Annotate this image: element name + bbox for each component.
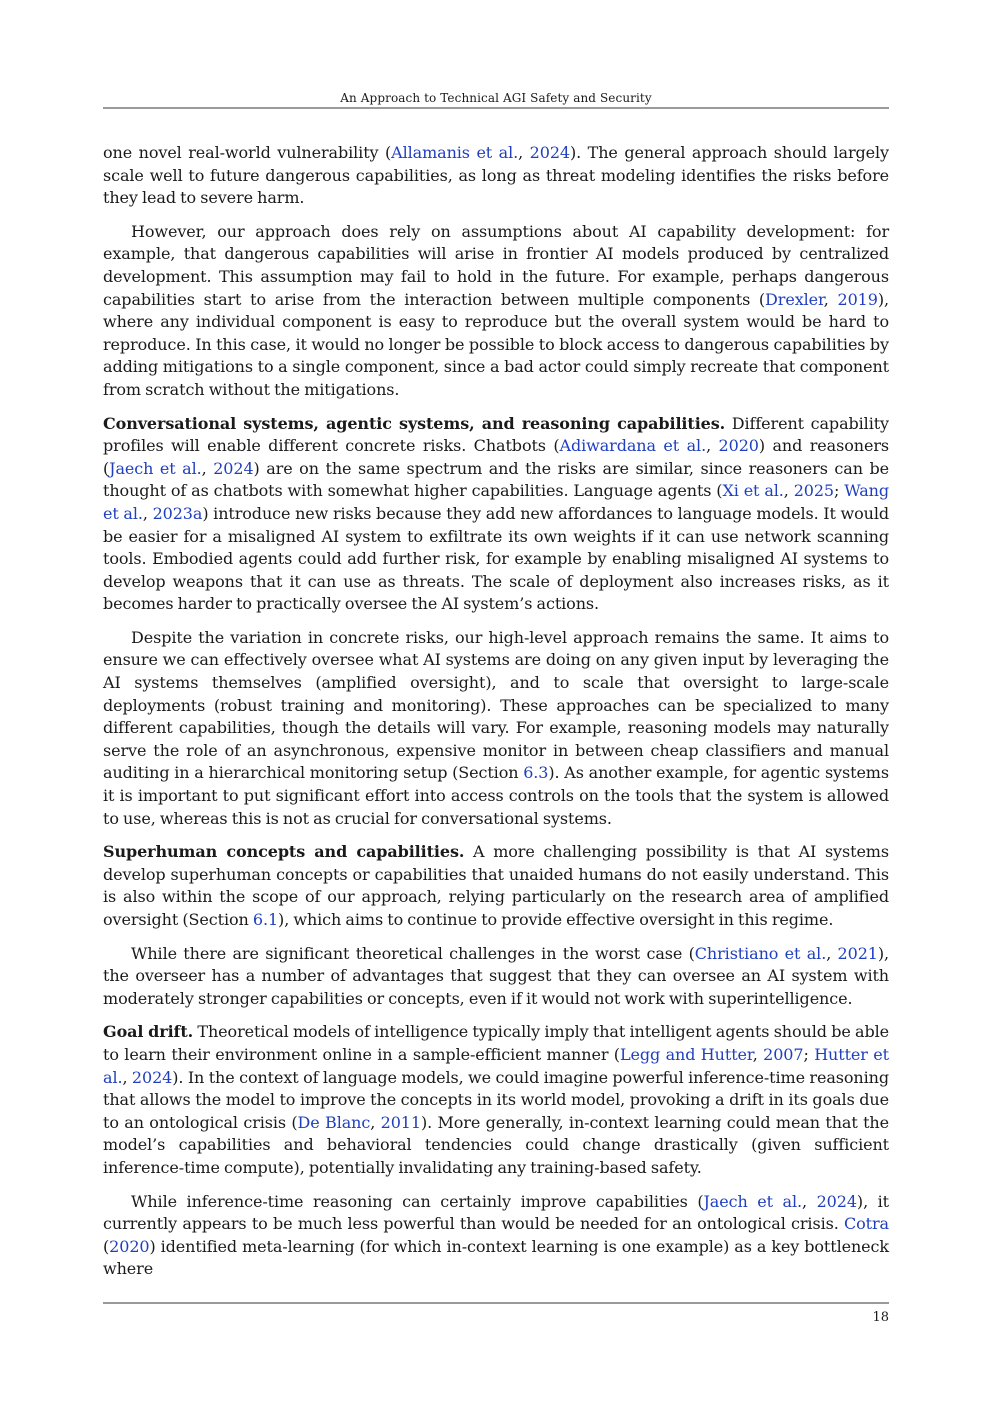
paragraph [103, 841, 889, 931]
paragraph-text: , [370, 1112, 381, 1132]
citation-link[interactable]: Legg and Hutter [619, 1044, 753, 1064]
paragraph-text: Despite the variation in concrete risks, our high-level approach remains the same. It aims to ensure we can effectively oversee what AI systems are doing on any given input by leveraging the AI systems themselves (amplified oversight), and to scale that oversight to large-scale deployments (robust training and monitoring). These approaches can be specialized to many different capabilities, though the details will vary. For example, reasoning models may naturally serve the role of an asynchronous, expensive monitor in between cheap classifiers and manual auditing in a hierarchical monitoring setup (Section [103, 627, 889, 783]
paragraph-text: , [802, 1191, 817, 1211]
citation-link[interactable]: 2021 [837, 943, 878, 963]
citation-link[interactable]: 2024 [529, 143, 570, 162]
paragraph-text: Different capability profiles will enable different concrete risks. Chatbots ( [103, 413, 889, 456]
citation-link[interactable]: Wang et al. [103, 481, 889, 523]
header-rule [103, 107, 889, 109]
citation-link[interactable]: Xi et al. [722, 481, 784, 501]
paragraph-text: ). More generally, in-context learning could mean that the model’s capabilities and behavioral tendencies could change drastically (given sufficient inference-time compute), potentially invalidating any training-based safety. [103, 1112, 889, 1177]
citation-link[interactable]: 2024 [213, 458, 254, 478]
citation-link[interactable]: 2007 [763, 1044, 804, 1064]
paragraph-text: A more challenging possibility is that AI systems develop superhuman concepts or capabilities that unaided humans do not easily understand. This is also within the scope of our approach, relying particularly on the research area of amplified oversight (Section [103, 842, 889, 929]
citation-link[interactable]: Adiwardana et al. [559, 436, 707, 456]
footer-rule [103, 1302, 889, 1304]
running-header: An Approach to Technical AGI Safety and Security [340, 91, 652, 105]
citation-link[interactable]: Hutter et al. [103, 1044, 889, 1087]
citation-link[interactable]: Allamanis et al. [391, 143, 519, 162]
paragraph-text: ), where any individual component is easy to reproduce but the overall system would be hard to reproduce. In this case, it would no longer be possible to block access to dangerous capabilities by adding mitigations to a single component, since a bad actor could simply recreate that component from scratch without the mitigations. [103, 289, 889, 399]
paragraph-text: , [826, 943, 838, 963]
citation-link[interactable]: Jaech et al. [703, 1191, 802, 1211]
paragraph [103, 142, 889, 210]
citation-link[interactable]: Cotra [844, 1214, 889, 1234]
citation-link[interactable]: 2024 [131, 1067, 173, 1087]
paragraph-text: , [752, 1044, 764, 1064]
paragraph-text: Theoretical models of intelligence typically imply that intelligent agents should be able to learn their environment online in a sample-efficient manner ( [103, 1022, 889, 1064]
run-in-heading: Superhuman concepts and capabilities. [103, 842, 465, 862]
citation-link[interactable]: De Blanc [297, 1112, 371, 1132]
paragraph-text: ), it currently appears to be much less powerful than would be needed for an ontological crisis. [103, 1191, 889, 1234]
paragraph-text: ), which aims to continue to provide effective oversight in this regime. [278, 910, 834, 929]
paragraph-text: , [706, 436, 719, 456]
citation-link[interactable]: Christiano et al. [694, 943, 827, 963]
paragraph-text: , [783, 481, 794, 501]
paragraph-text: ( [103, 1236, 110, 1256]
citation-link[interactable]: 2020 [109, 1236, 150, 1256]
paragraph [103, 1191, 889, 1281]
citation-link[interactable]: Jaech et al. [109, 458, 202, 478]
paragraph-text: ). The general approach should largely scale well to future dangerous capabilities, as long as threat modeling identifies the risks before they lead to severe harm. [103, 143, 889, 208]
paragraph-text: , [823, 289, 838, 309]
run-in-heading: Goal drift. [103, 1022, 194, 1042]
paragraph-text: ) identified meta-learning (for which in-context learning is one example) as a key bottleneck where [103, 1236, 889, 1279]
citation-link[interactable]: 2025 [793, 481, 835, 501]
citation-link[interactable]: 6.3 [523, 763, 549, 783]
paragraph-text: While inference-time reasoning can certainly improve capabilities ( [131, 1191, 704, 1211]
paragraph [103, 413, 889, 616]
paragraph-text: ) and reasoners ( [103, 436, 889, 478]
page-number: 18 [872, 1310, 889, 1325]
citation-link[interactable]: 2019 [837, 289, 878, 309]
paragraph [103, 1021, 889, 1179]
paragraph-text: ). As another example, for agentic systems it is important to put significant effort into access controls on the tools that the system is allowed to use, whereas this is not as crucial for conversational systems. [103, 763, 889, 828]
citation-link[interactable]: 2023a [152, 503, 203, 523]
paragraph-text: ), the overseer has a number of advantages that suggest that they can oversee an AI system with moderately stronger capabilities or concepts, even if it would not work with superintelligence. [103, 943, 889, 1008]
paragraph-text: , [201, 458, 214, 478]
citation-link[interactable]: 6.1 [252, 910, 279, 929]
paragraph-text: ) introduce new risks because they add new affordances to language models. It would be easier for a misaligned AI system to exfiltrate its own weights if it can use network scanning tools. Embodied agents could add further risk, for example by enabling misaligned AI systems to develop weapons that it can use as threats. The scale of deployment also increases risks, as it becomes harder to practically oversee the AI system’s actions. [103, 503, 890, 614]
paragraph-text: ) are on the same spectrum and the risks are similar, since reasoners can be thought of as chatbots with somewhat higher capabilities. Language agents ( [103, 458, 889, 501]
paragraph-text: ; [803, 1044, 815, 1064]
paragraph [103, 627, 889, 830]
citation-link[interactable]: 2011 [380, 1112, 421, 1132]
citation-link[interactable]: Drexler [765, 289, 824, 309]
citation-link[interactable]: 2020 [718, 436, 759, 456]
paragraph-text: , [142, 503, 153, 523]
paragraph-text: While there are significant theoretical challenges in the worst case ( [131, 943, 695, 963]
paragraph-text: ). In the context of language models, we could imagine powerful inference-time reasoning that allows the model to improve the concepts in its world model, provoking a drift in its goals due to an ontological crisis ( [103, 1067, 889, 1132]
paragraph-text: ; [834, 481, 845, 501]
paragraph-text: one novel real-world vulnerability ( [103, 143, 392, 162]
body-text [103, 142, 889, 1292]
citation-link[interactable]: 2024 [816, 1191, 857, 1211]
paragraph-text: However, our approach does rely on assumptions about AI capability development: for example, that dangerous capabilities will arise in frontier AI models produced by centralized development. This assumption may fail to hold in the future. For example, perhaps dangerous capabilities start to arise from the interaction between multiple components ( [103, 221, 889, 309]
run-in-heading: Conversational systems, agentic systems, and reasoning capabilities. [103, 413, 726, 433]
paragraph-text: , [122, 1067, 132, 1087]
paragraph [103, 943, 889, 1011]
paragraph [103, 221, 889, 402]
paragraph-text: , [518, 143, 530, 162]
